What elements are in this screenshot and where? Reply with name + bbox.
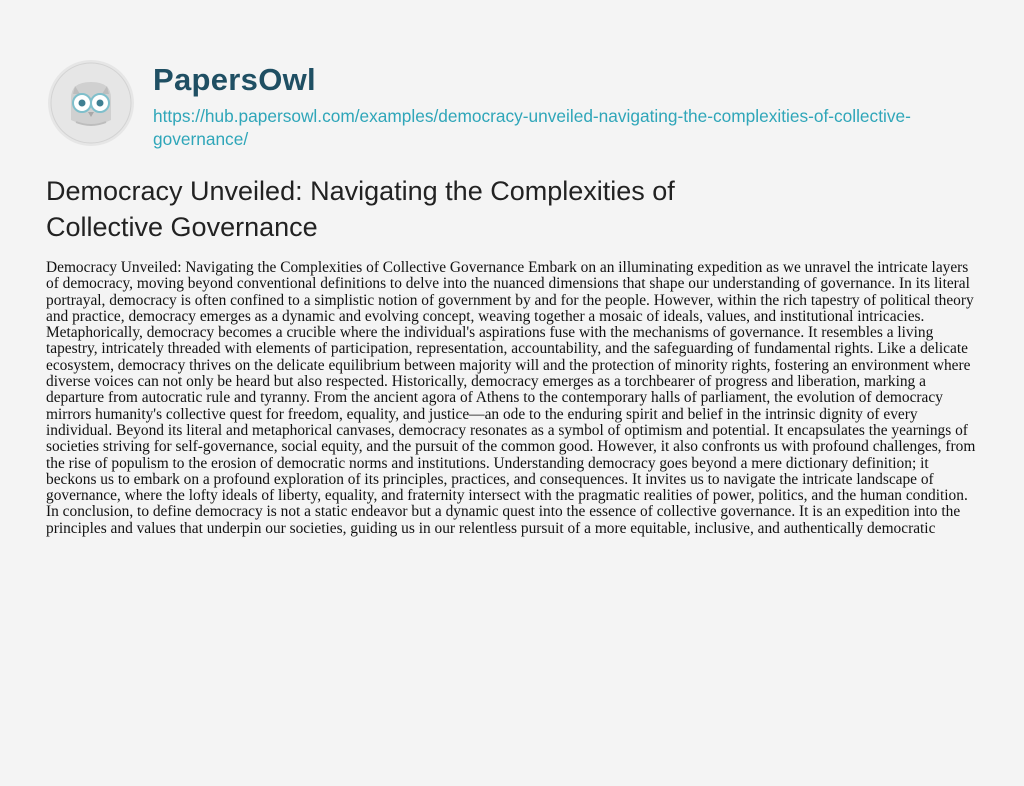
owl-logo-icon xyxy=(46,58,136,148)
brand-name: PapersOwl xyxy=(153,62,316,97)
document-header xyxy=(46,58,986,158)
article-body: Democracy Unveiled: Navigating the Complexities of Collective Governance Embark on an illuminating expedition as we unravel the intricate layers of democracy, moving beyond conventional definitions to delve into the nuanced dimensions that shape our understanding of governance. In its literal portrayal, democracy is often confined to a simplistic notion of government by and for the people. However, within the rich tapestry of political theory and practice, democracy emerges as a dynamic and evolving concept, weaving together a mosaic of ideals, values, and institutional intricacies. Metaphorically, democracy becomes a crucible where the individual's aspirations fuse with the mechanisms of governance. It resembles a living tapestry, intricately threaded with elements of participation, representation, accountability, and the safeguarding of fundamental rights. Like a delicate ecosystem, democracy thrives on the delicate equilibrium between majority will and the protection of minority rights, fostering an environment where diverse voices can not only be heard but also respected. Historically, democracy emerges as a torchbearer of progress and liberation, marking a departure from autocratic rule and tyranny. From the ancient agora of Athens to the contemporary halls of parliament, the evolution of democracy mirrors humanity's collective quest for freedom, equality, and justice—an ode to the enduring spirit and belief in the intrinsic dignity of every individual. Beyond its literal and metaphorical canvases, democracy resonates as a symbol of optimism and potential. It encapsulates the yearnings of societies striving for self-governance, social equity, and the pursuit of the common good. However, it also confronts us with profound challenges, from the rise of populism to the erosion of democratic norms and institutions. Understanding democracy goes beyond a mere dictionary definition; it beckons us to embark on a profound exploration of its principles, practices, and consequences. It invites us to navigate the intricate landscape of governance, where the lofty ideals of liberty, equality, and fraternity intersect with the pragmatic realities of power, politics, and the human condition. In conclusion, to define democracy is not a static endeavor but a dynamic quest into the essence of collective governance. It is an expedition into the principles and values that underpin our societies, guiding us in our relentless pursuit of a more equitable, inclusive, and authentically democratic xyxy=(46,259,976,537)
article-title: Democracy Unveiled: Navigating the Complexities of Collective Governance xyxy=(46,176,675,242)
source-url-link[interactable]: https://hub.papersowl.com/examples/democracy-unveiled-navigating-the-complexities-of-collective-governance/ xyxy=(153,106,911,149)
